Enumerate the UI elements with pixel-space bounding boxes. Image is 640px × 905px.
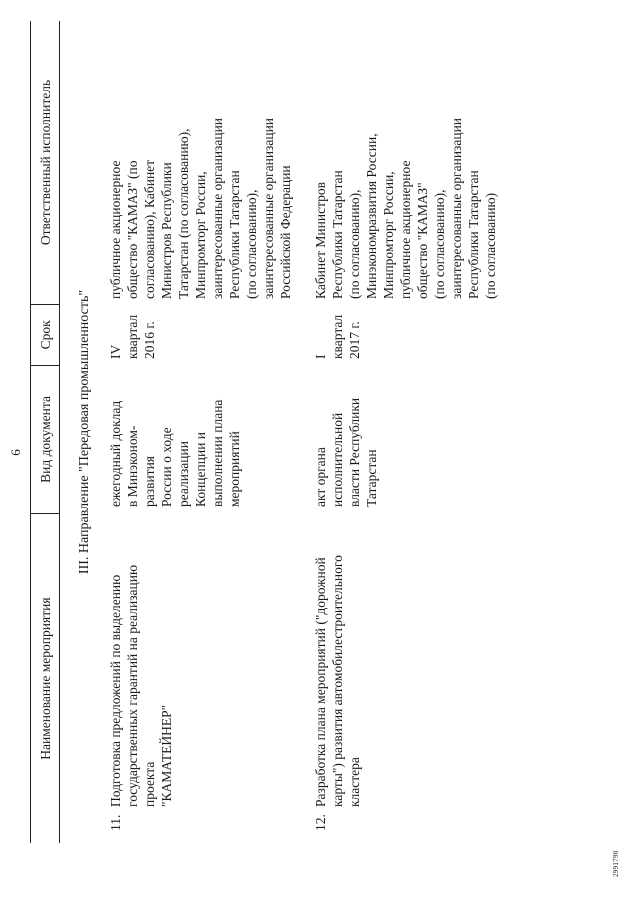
header-deadline: Срок [31,304,59,365]
page-number: 6 [8,449,23,456]
header-responsible: Ответственный исполнитель [37,79,53,246]
row-doc-type: акт органа исполнительной власти Республики Татарстан [313,397,379,507]
row-name-cell [107,513,294,843]
document-code: 2991790 [612,850,620,877]
row-responsible: Кабинет Министров Республики Татарстан (по согласованию), Минэкономразвития России, Минпромторг России, публичное акционерное общество "КАМАЗ" (по согласованию), заинтересованные организации Республики Татарстан (по согласованию) [313,117,498,299]
row-name-cell [312,513,499,843]
section-title: III. Направление "Передовая промышленность" [77,289,92,575]
row-responsible: публичное акционерное общество "КАМАЗ" (по согласованию), Кабинет Министров Республики Татарстан (по согласованию), Минпромторг России, заинтересованные организации Республики Татарстан (по согласованию), заинтересованные организации Российской Федерации [108,117,293,299]
row-name: Разработка плана мероприятий ("дорожной карты") развития автомобилестроительного кластера [313,555,362,807]
events-table [30,21,499,843]
table-row [312,21,499,843]
row-number: 12. [313,814,328,831]
row-number: 11. [108,814,123,831]
header-name: Наименование мероприятия [31,513,59,843]
table-row [107,21,294,843]
table-header [30,21,60,843]
row-name: Подготовка предложений по выделению государственных гарантий на реализацию проекта "КАМАТЕЙНЕР" [108,564,174,807]
row-deadline: IV квартал 2016 г. [108,314,157,359]
header-doc-type: Вид документа [31,365,59,513]
row-doc-type: ежегодный доклад в Минэконом- развития России о ходе реализации Концепции и выполнении плана мероприятий [108,399,242,507]
row-deadline: I квартал 2017 г. [313,314,362,359]
